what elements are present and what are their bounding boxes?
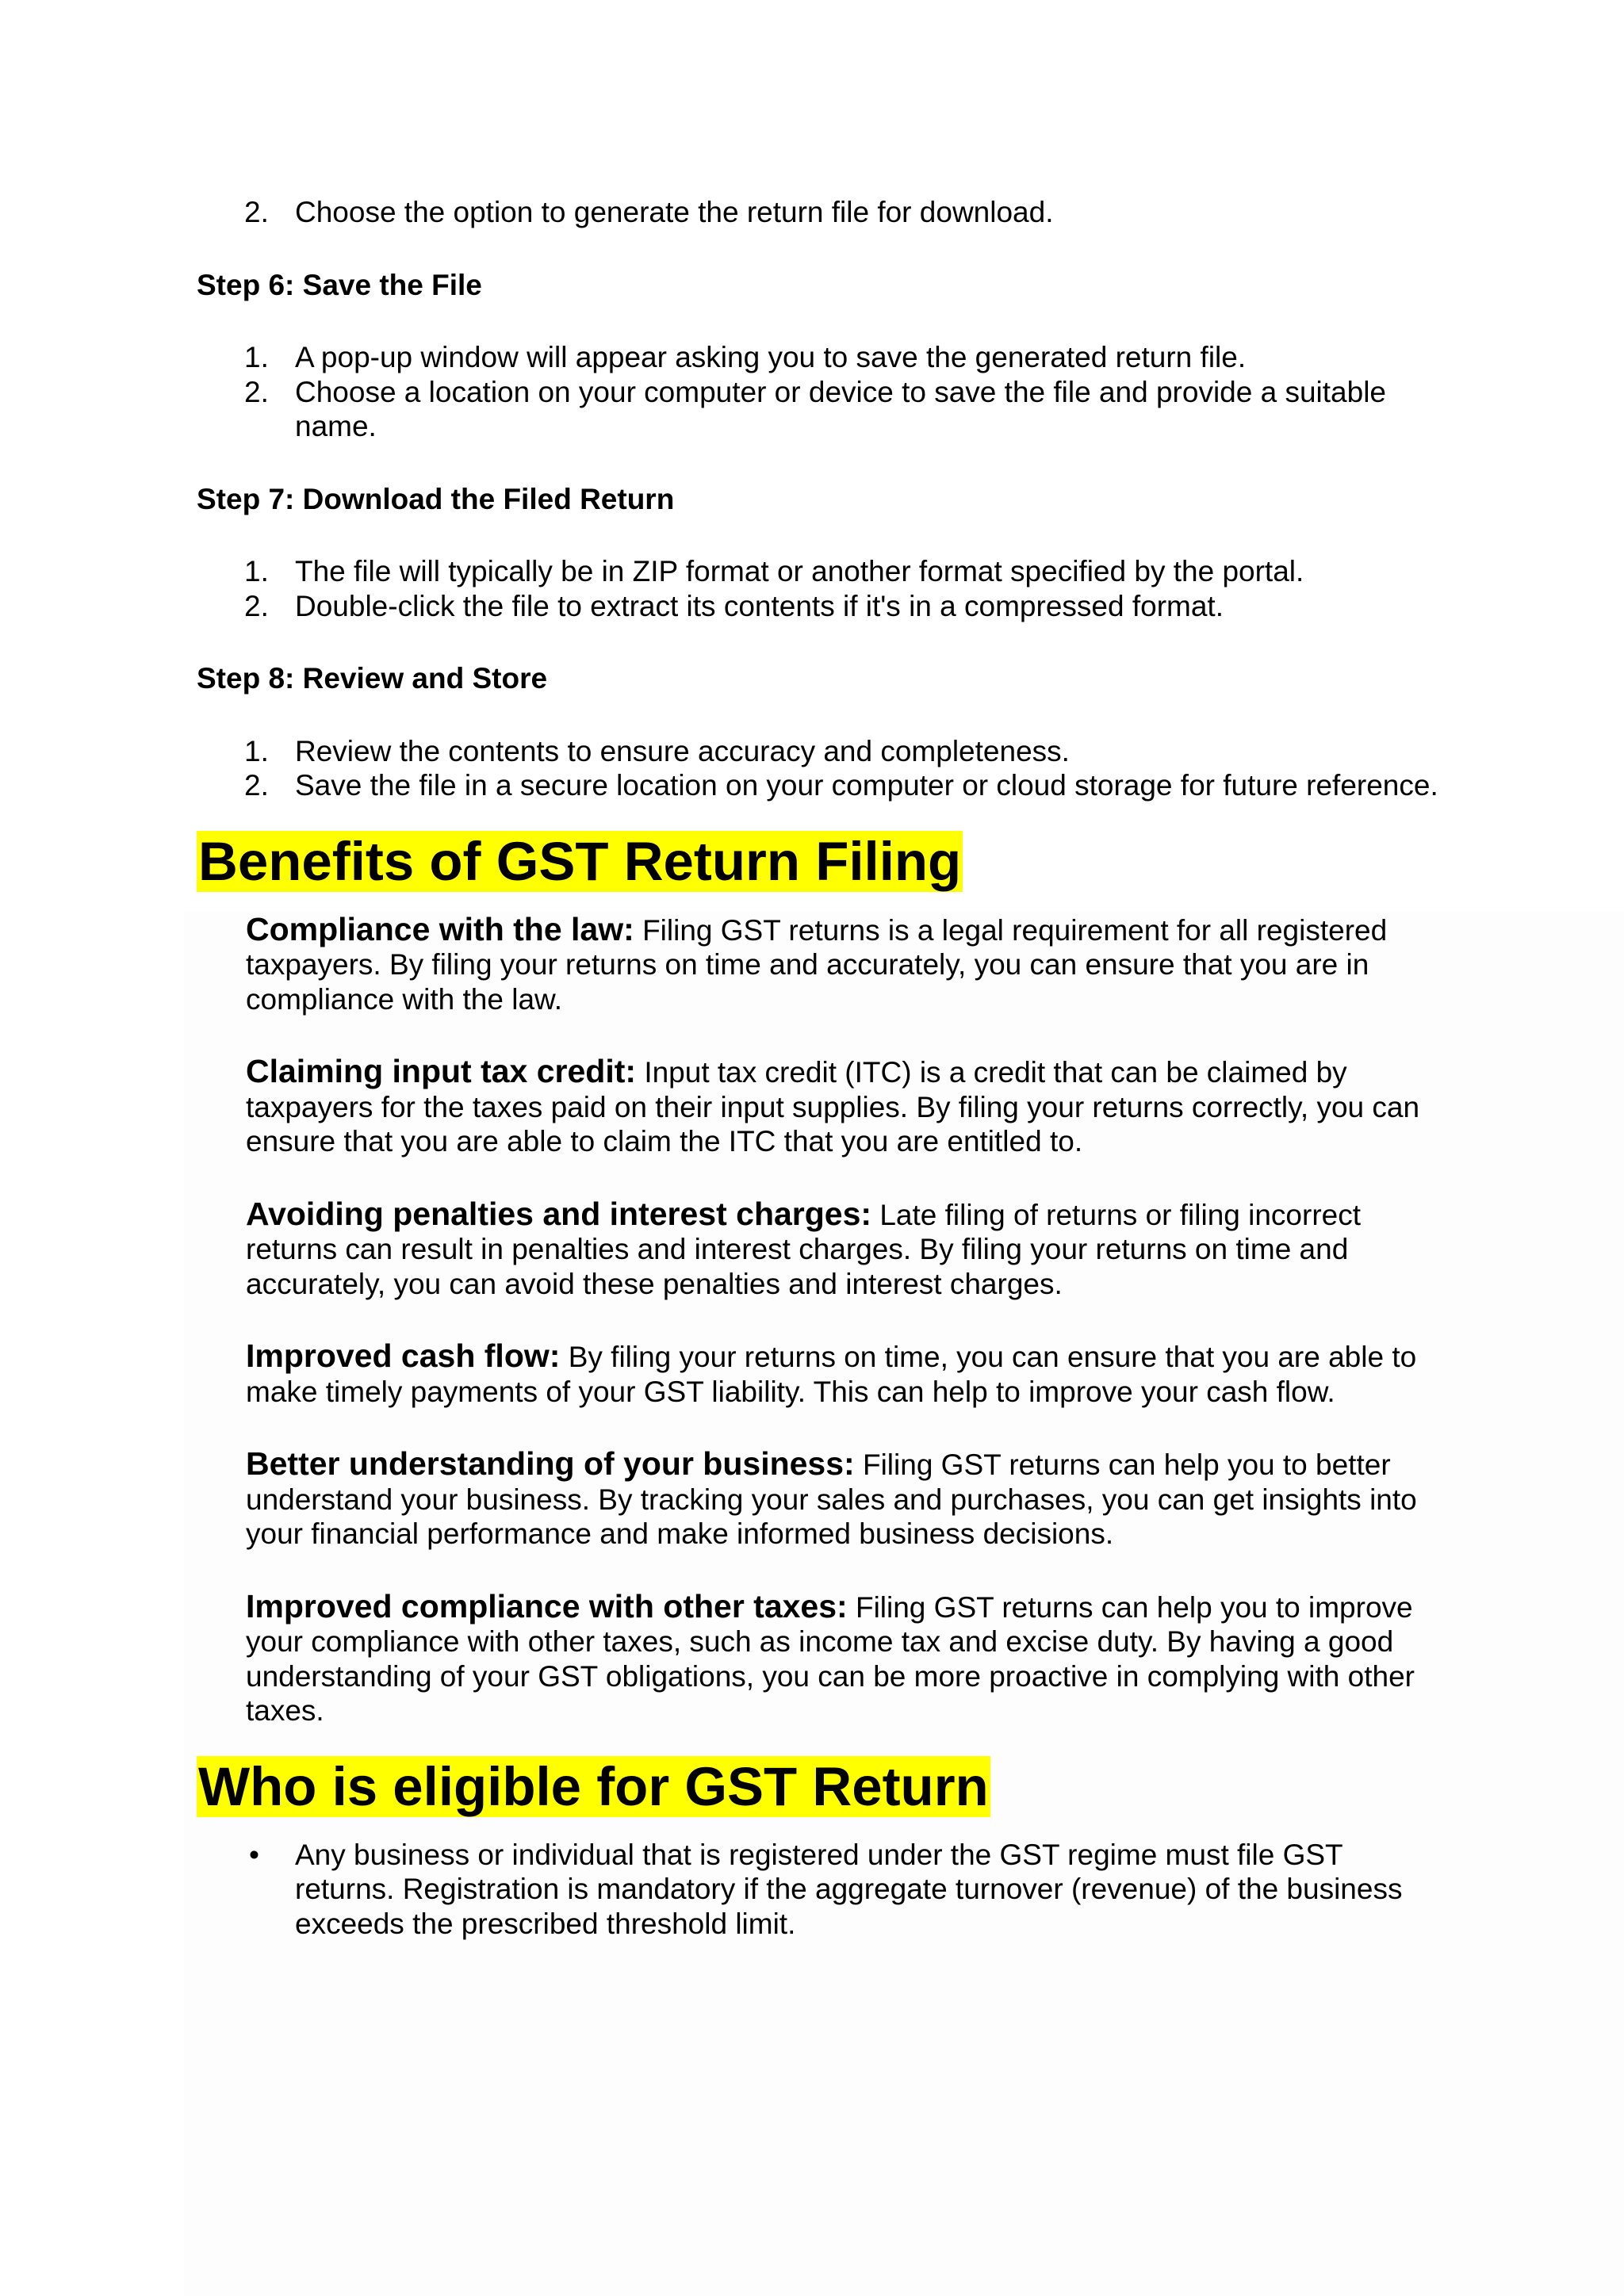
list-item <box>197 375 1450 444</box>
list-item-text: Any business or individual that is registered under the GST regime must file GST returns. Registration is mandatory if the aggregate turnover (revenue) of the business exceeds the prescribed threshold limit. <box>295 1838 1403 1940</box>
bullet-icon: • <box>249 1838 259 1871</box>
list-item-text: A pop-up window will appear asking you to save the generated return file. <box>295 341 1247 373</box>
list-item <box>197 340 1450 375</box>
document-content <box>197 195 1450 1941</box>
list-number: 2. <box>244 769 269 802</box>
benefit-paragraph <box>246 1339 1450 1409</box>
step-7-heading: Step 7: Download the Filed Return <box>197 482 675 515</box>
benefit-text: Filing GST returns can help you to better understand your business. By tracking your sales and purchases, you can get insights into your financial performance and make informed business decisions. <box>246 1448 1417 1550</box>
benefit-title: Improved cash flow: <box>246 1337 561 1374</box>
benefit-title: Compliance with the law: <box>246 910 634 947</box>
list-number: 2. <box>244 196 269 228</box>
list-item-text: Save the file in a secure location on your computer or cloud storage for future reference. <box>295 769 1438 802</box>
list-item-text: Choose the option to generate the return file for download. <box>295 196 1054 228</box>
benefit-text: Input tax credit (ITC) is a credit that can be claimed by taxpayers for the taxes paid on their input supplies. By filing your returns correctly, you can ensure that you are able to claim the ITC that you are entitled to. <box>246 1056 1420 1158</box>
benefit-paragraph <box>246 910 1450 1017</box>
step-7-list <box>197 554 1450 623</box>
benefit-text: Filing GST returns can help you to improve your compliance with other taxes, such as income tax and excise duty. By having a good understanding of your GST obligations, you can be more proactive in complying with other taxes. <box>246 1590 1415 1727</box>
list-item <box>197 1838 1450 1942</box>
list-item <box>197 554 1450 589</box>
benefit-paragraph <box>246 1447 1450 1552</box>
list-item <box>197 195 1450 230</box>
benefit-paragraph <box>246 1054 1450 1159</box>
list-item <box>197 734 1450 769</box>
eligibility-heading-text: Who is eligible for GST Return <box>198 1755 989 1817</box>
list-item-text: Review the contents to ensure accuracy and completeness. <box>295 734 1070 767</box>
benefit-text: Filing GST returns is a legal requirement for all registered taxpayers. By filing your returns on time and accurately, you can ensure that you are in compliance with the law. <box>246 913 1388 1016</box>
list-number: 2. <box>244 375 269 408</box>
list-number: 2. <box>244 589 269 622</box>
benefit-title: Improved compliance with other taxes: <box>246 1587 848 1624</box>
list-item-text: The file will typically be in ZIP format or another format specified by the portal. <box>295 555 1304 587</box>
benefit-title: Avoiding penalties and interest charges: <box>246 1195 872 1232</box>
step-6-heading: Step 6: Save the File <box>197 268 482 301</box>
benefit-title: Better understanding of your business: <box>246 1445 855 1482</box>
benefit-text: Late filing of returns or filing incorrect returns can result in penalties and interest charges. By filing your returns on time and accurately, you can avoid these penalties and interest charges. <box>246 1198 1362 1300</box>
list-item <box>197 589 1450 624</box>
benefits-heading-text: Benefits of GST Return Filing <box>198 830 962 892</box>
eligibility-heading <box>197 1755 1450 1819</box>
list-number: 1. <box>244 341 269 373</box>
list-number: 1. <box>244 555 269 587</box>
step-8-heading: Step 8: Review and Store <box>197 662 548 695</box>
list-item <box>197 768 1450 803</box>
list-item-text: Choose a location on your computer or device to save the file and provide a suitable name. <box>295 375 1386 442</box>
benefit-text: By filing your returns on time, you can ensure that you are able to make timely payments of your GST liability. This can help to improve your cash flow. <box>246 1341 1417 1408</box>
benefit-paragraph <box>246 1587 1450 1728</box>
benefit-paragraph <box>246 1197 1450 1302</box>
benefit-title: Claiming input tax credit: <box>246 1053 637 1089</box>
benefits-heading <box>197 830 1450 894</box>
list-item-text: Double-click the file to extract its contents if it's in a compressed format. <box>295 589 1224 622</box>
step-8-list <box>197 734 1450 803</box>
step-5-list-continued <box>197 195 1450 230</box>
eligibility-list <box>197 1838 1450 1942</box>
list-number: 1. <box>244 734 269 767</box>
step-6-list <box>197 340 1450 444</box>
